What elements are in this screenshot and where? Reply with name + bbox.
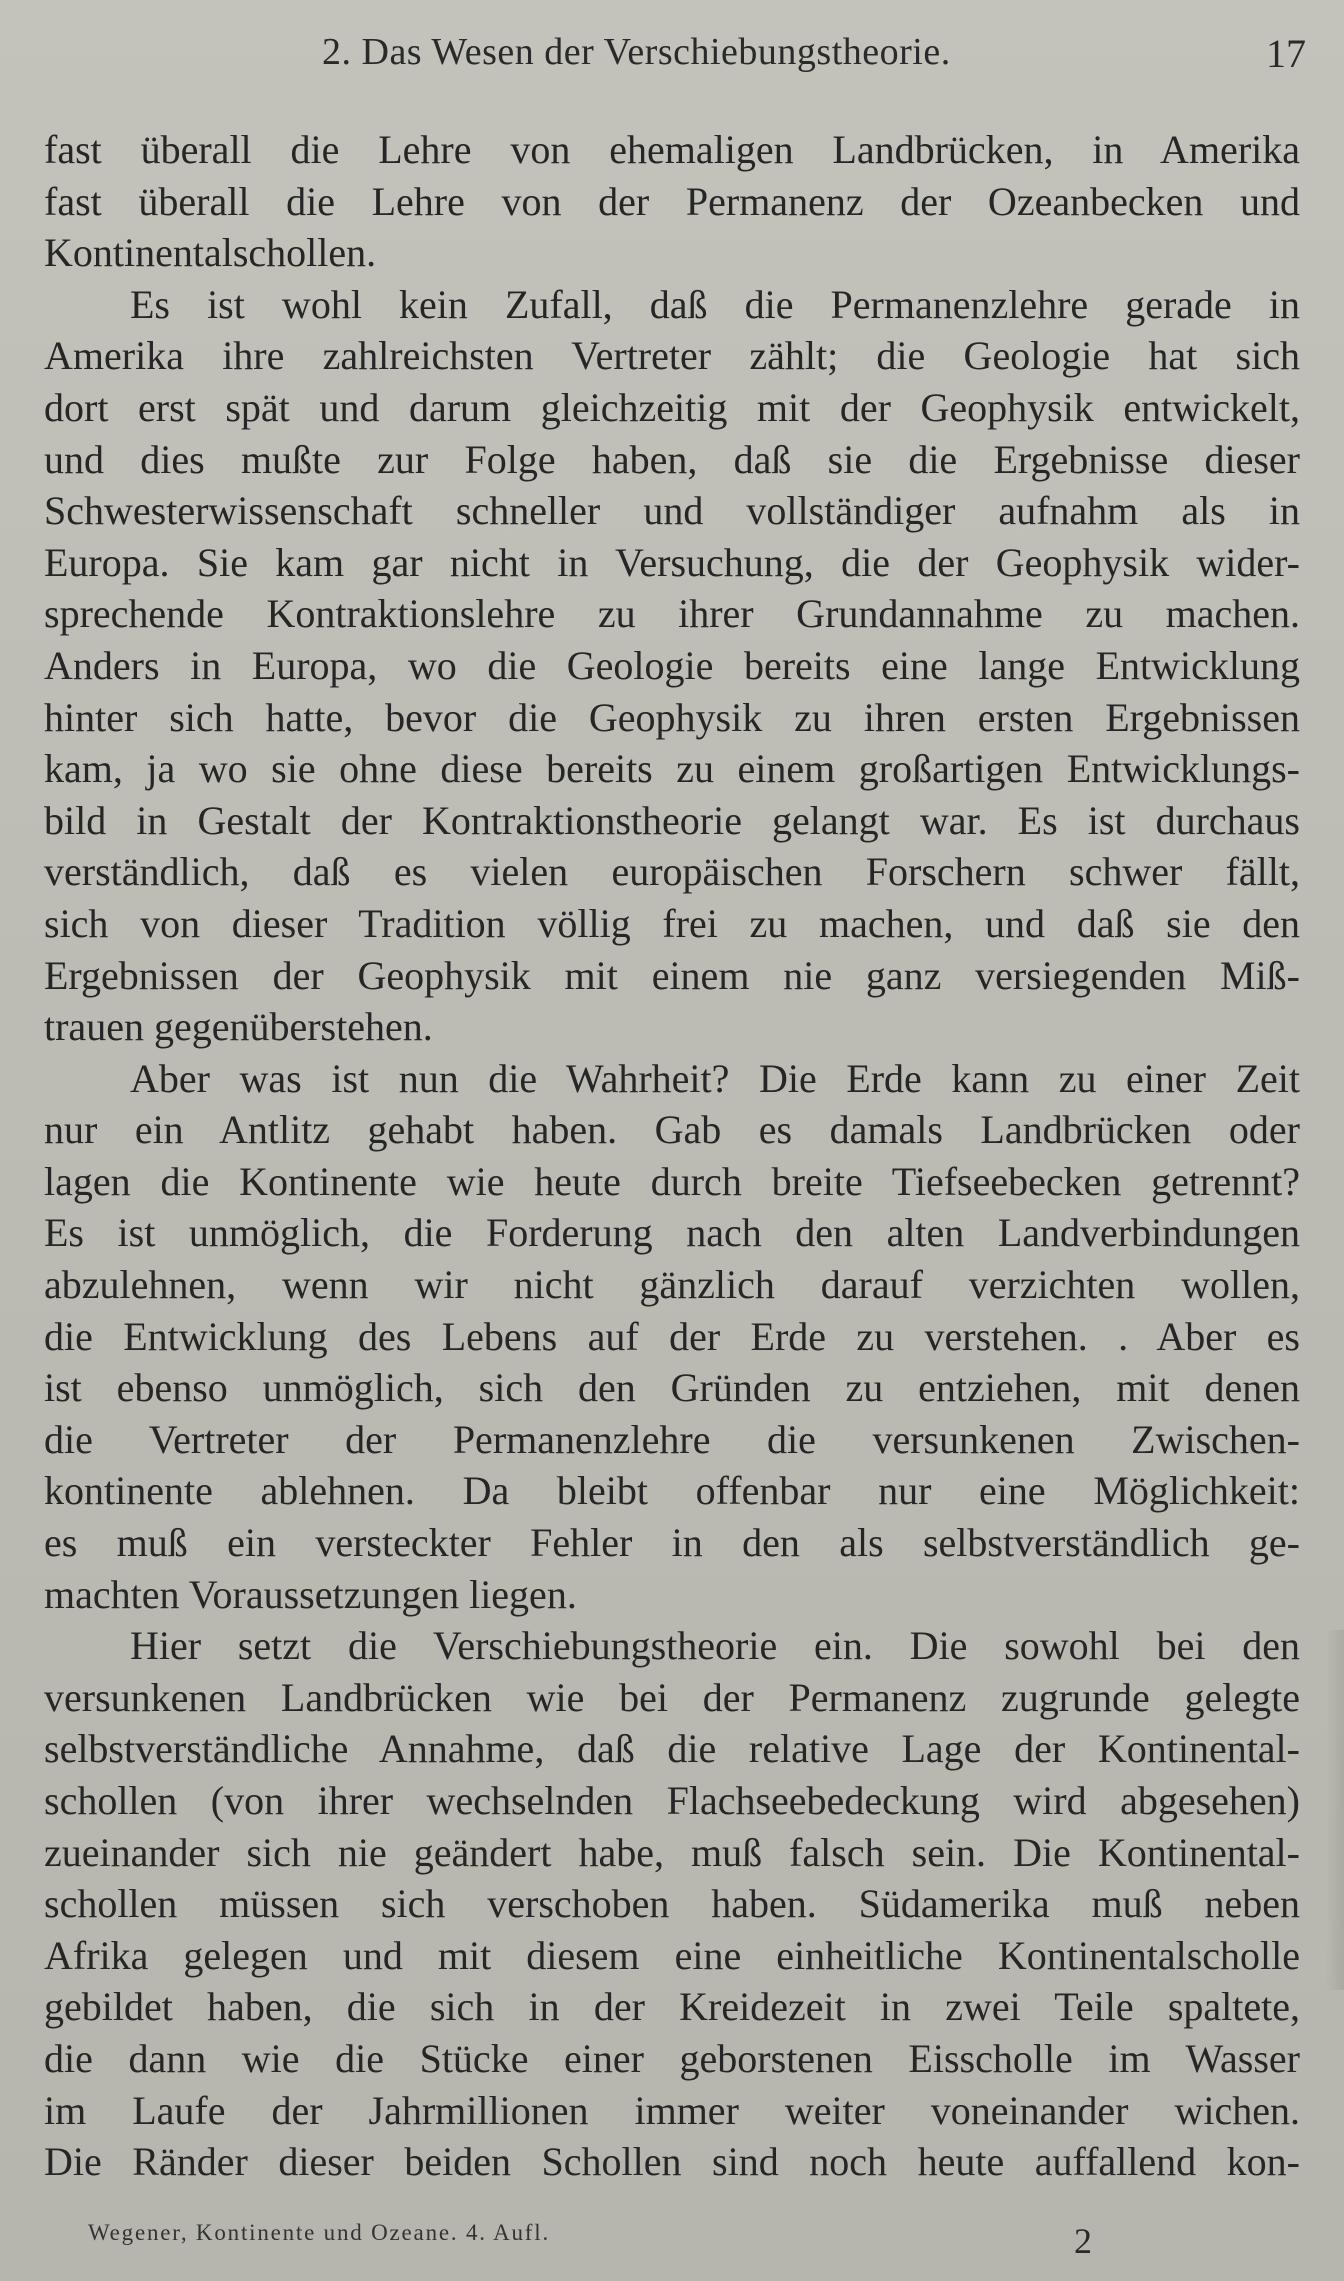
text-line: fast überall die Lehre von der Permanenz der Ozeanbecken und [44, 178, 1300, 224]
text-line: sprechende Kontraktionslehre zu ihrer Grundannahme zu machen. [44, 591, 1300, 637]
text-line: fast überall die Lehre von ehemaligen Landbrücken, in Amerika [44, 127, 1300, 172]
text-line: kam, ja wo sie ohne diese bereits zu einem großartigen Entwicklungs- [44, 746, 1300, 792]
page-number: 17 [1266, 31, 1306, 76]
text-line: Ergebnissen der Geophysik mit einem nie ganz versiegenden Miß- [44, 952, 1300, 998]
text-line: Es ist unmöglich, die Forderung nach den alten Landverbindungen [44, 1210, 1300, 1256]
text-line: Die Ränder dieser beiden Schollen sind noch heute auffallend kon- [44, 2139, 1300, 2185]
text-line: Anders in Europa, wo die Geologie bereits eine lange Entwicklung [44, 642, 1300, 688]
text-line: Amerika ihre zahlreichsten Vertreter zählt; die Geologie hat sich [44, 333, 1300, 379]
text-line: die dann wie die Stücke einer geborstenen Eisscholle im Wasser [44, 2035, 1300, 2081]
text-line: verständlich, daß es vielen europäischen Forschern schwer fällt, [44, 849, 1300, 895]
text-line: im Laufe der Jahrmillionen immer weiter voneinander wichen. [44, 2087, 1300, 2133]
text-line: Europa. Sie kam gar nicht in Versuchung, die der Geophysik wider- [44, 539, 1300, 585]
text-line: selbstverständliche Annahme, daß die relative Lage der Kontinental- [44, 1726, 1300, 1772]
text-line: ist ebenso unmöglich, sich den Gründen zu entziehen, mit denen [44, 1365, 1300, 1411]
text-line: dort erst spät und darum gleichzeitig mit der Geophysik entwickelt, [44, 384, 1300, 430]
text-line: Hier setzt die Verschiebungstheorie ein. Die sowohl bei den [130, 1623, 1300, 1669]
page-edge-shadow [1326, 1630, 1344, 1990]
body-text [44, 124, 1300, 2188]
signature-mark: 2 [1074, 2221, 1092, 2261]
text-line: Aber was ist nun die Wahrheit? Die Erde kann zu einer Zeit [130, 1055, 1300, 1101]
text-line: kontinente ablehnen. Da bleibt offenbar nur eine Möglichkeit: [44, 1468, 1300, 1514]
text-line: machten Voraussetzungen liegen. [44, 1571, 577, 1617]
text-line: bild in Gestalt der Kontraktionstheorie gelangt war. Es ist durchaus [44, 797, 1300, 843]
text-line: die Vertreter der Permanenzlehre die versunkenen Zwischen- [44, 1416, 1300, 1462]
running-title: 2. Das Wesen der Verschiebungstheorie. [322, 31, 951, 73]
text-line: versunkenen Landbrücken wie bei der Permanenz zugrunde gelegte [44, 1674, 1300, 1720]
text-line: schollen müssen sich verschoben haben. Südamerika muß neben [44, 1881, 1300, 1927]
footer-imprint: Wegener, Kontinente und Ozeane. 4. Aufl. [88, 2220, 551, 2245]
text-line: und dies mußte zur Folge haben, daß sie die Ergebnisse dieser [44, 436, 1300, 482]
page-footer [88, 2220, 1308, 2270]
text-line: Schwesterwissenschaft schneller und vollständiger aufnahm als in [44, 488, 1300, 534]
text-line: gebildet haben, die sich in der Kreidezeit in zwei Teile spaltete, [44, 1984, 1300, 2030]
text-line: Es ist wohl kein Zufall, daß die Permanenzlehre gerade in [130, 281, 1300, 327]
text-line: hinter sich hatte, bevor die Geophysik zu ihren ersten Ergebnissen [44, 694, 1300, 740]
text-line: die Entwicklung des Lebens auf der Erde zu verstehen. . Aber es [44, 1313, 1300, 1359]
text-line: zueinander sich nie geändert habe, muß falsch sein. Die Kontinental- [44, 1829, 1300, 1875]
text-line: abzulehnen, wenn wir nicht gänzlich darauf verzichten wollen, [44, 1262, 1300, 1308]
text-line: es muß ein versteckter Fehler in den als selbstverständlich ge- [44, 1520, 1300, 1566]
text-line: Kontinentalschollen. [44, 230, 377, 276]
text-line: nur ein Antlitz gehabt haben. Gab es damals Landbrücken oder [44, 1107, 1300, 1153]
text-line: sich von dieser Tradition völlig frei zu machen, und daß sie den [44, 900, 1300, 946]
text-line: trauen gegenüberstehen. [44, 1004, 433, 1050]
text-line: Afrika gelegen und mit diesem eine einheitliche Kontinentalscholle [44, 1932, 1300, 1978]
running-head [30, 26, 1306, 86]
text-line: lagen die Kontinente wie heute durch breite Tiefseebecken getrennt? [44, 1158, 1300, 1204]
text-line: schollen (von ihrer wechselnden Flachseebedeckung wird abgesehen) [44, 1778, 1300, 1823]
